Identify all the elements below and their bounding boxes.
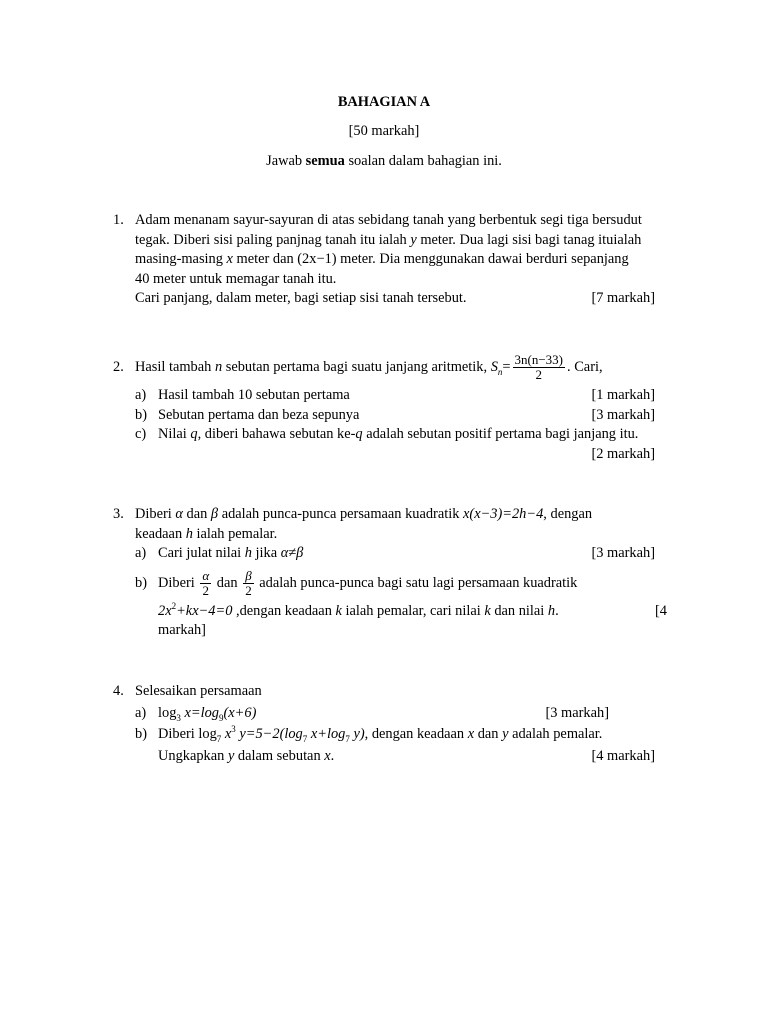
variable: q: [190, 426, 198, 443]
question-number: 1.: [113, 212, 124, 228]
formula-fraction: [513, 353, 566, 382]
marks: [2 markah]: [591, 445, 655, 462]
q2-part-c: [135, 425, 655, 445]
text: meter. Dua lagi sisi bagi tanag ituialah: [416, 231, 642, 248]
variable: y: [502, 726, 509, 743]
part-text: Hasil tambah 10 sebutan pertama: [158, 387, 350, 403]
q3-part-b-marks-line: [135, 621, 655, 641]
q2-intro: [135, 348, 655, 386]
fraction-denominator: 2: [202, 582, 210, 598]
marks: [3 markah]: [545, 704, 609, 721]
beta-symbol: β: [210, 506, 219, 522]
log-function: log: [198, 726, 217, 743]
variable: h: [244, 545, 252, 562]
text: Cari julat nilai: [158, 545, 245, 562]
question-body: [135, 211, 655, 309]
part-label: a): [135, 704, 147, 721]
question-4: [113, 682, 673, 766]
text: dalam sebutan: [234, 747, 325, 764]
section-title: BAHAGIAN A: [337, 94, 431, 110]
part-text: [158, 602, 655, 622]
text: Hasil tambah: [135, 359, 215, 375]
question-number: 2.: [113, 359, 124, 375]
equation: 2x: [158, 602, 172, 619]
q4-part-b: [135, 725, 655, 745]
text: adalah punca-punca bagi satu lagi persamaan kuadratik: [255, 574, 578, 591]
part-text: [158, 564, 655, 602]
part-text: [158, 747, 655, 767]
part-label: b): [135, 574, 147, 591]
log-function: log: [158, 704, 177, 721]
part-label: b): [135, 726, 147, 743]
log-base: 9: [218, 712, 224, 723]
text: .: [555, 602, 559, 619]
text: , diberi bahawa sebutan ke-: [197, 426, 356, 443]
question-body: [135, 682, 655, 766]
q2-part-c-marks-line: [135, 445, 655, 464]
marks: [7 markah]: [591, 290, 655, 307]
text: dan: [182, 506, 211, 522]
question-3: [113, 505, 673, 641]
q1-line-1: Adam menanam sayur-sayuran di atas sebidang tanah yang berbentuk segi tiga bersudut: [135, 212, 642, 228]
part-text: Sebutan pertama dan beza sepunya: [158, 406, 360, 423]
fraction-numerator: α: [202, 567, 210, 583]
variable: h: [185, 525, 193, 542]
equation: x: [221, 726, 232, 743]
exponent: 2: [171, 600, 177, 611]
equation: +kx−4=0: [176, 602, 233, 619]
expression: (2x−1): [297, 251, 337, 268]
variable: k: [335, 602, 342, 619]
q1-line-5: [135, 289, 655, 309]
text: , dengan: [543, 506, 593, 522]
text: sebutan pertama bagi suatu janjang aritmetik,: [222, 359, 491, 375]
total-marks: [50 markah]: [348, 123, 420, 139]
text: dan nilai: [490, 602, 548, 619]
q3-part-a: [135, 544, 655, 564]
marks: [3 markah]: [591, 406, 655, 423]
question-1: [113, 211, 673, 309]
text: keadaan: [135, 525, 186, 542]
part-text: [158, 544, 655, 564]
variable: h: [547, 602, 556, 619]
marks: [1 markah]: [591, 387, 655, 403]
text: Diberi: [158, 726, 199, 743]
marks: [4 markah]: [591, 747, 655, 764]
question-body: [135, 505, 667, 641]
q2-part-a: [135, 386, 655, 406]
log-base: 7: [302, 734, 308, 745]
part-label: c): [135, 426, 147, 443]
variable: y: [410, 231, 417, 248]
part-label: b): [135, 406, 147, 423]
instruction-bold: semua: [305, 153, 345, 169]
q3-part-b: [135, 564, 655, 602]
fraction-beta-half: [243, 569, 254, 598]
text: .: [330, 747, 335, 764]
text: Diberi: [158, 574, 199, 591]
text: ,dengan keadaan: [232, 602, 336, 619]
q3-line-2: [135, 525, 655, 545]
exponent: 3: [231, 724, 236, 735]
text: . Cari,: [567, 359, 603, 375]
variable: x: [226, 251, 233, 268]
equation: y=5−2(log: [235, 726, 303, 743]
variable: y: [227, 747, 235, 764]
log-base: 7: [216, 734, 222, 745]
fraction-denominator: 2: [245, 582, 252, 598]
question-body: [135, 348, 655, 464]
text: meter dan: [232, 251, 298, 268]
variable: k: [484, 602, 491, 619]
part-text: [158, 725, 655, 745]
q4-part-b-line-2: [135, 747, 655, 767]
equation: x=log: [180, 704, 219, 721]
question-2: [113, 348, 673, 464]
text: Nilai: [158, 426, 191, 443]
instruction-text-end: soalan dalam bahagian ini.: [344, 153, 502, 169]
fraction-alpha-half: [200, 569, 211, 598]
equation: y): [349, 726, 365, 743]
text: Cari panjang, dalam meter, bagi setiap sisi tanah tersebut.: [135, 290, 467, 307]
q3-part-b-line-2: [135, 600, 667, 622]
text: Diberi: [135, 506, 176, 522]
q1-line-4: 40 meter untuk memagar tanah itu.: [135, 270, 337, 287]
alpha-symbol: α: [175, 506, 183, 522]
marks: markah]: [158, 622, 206, 639]
equals-sign: =: [502, 359, 511, 375]
marks: [4: [655, 602, 667, 619]
equation: x+log: [307, 726, 346, 743]
text: jika: [251, 545, 281, 562]
question-number: 3.: [113, 506, 124, 522]
instruction-text: Jawab: [266, 153, 306, 169]
fraction-numerator: β: [243, 569, 254, 584]
text: meter. Dia menggunakan dawai berduri sepanjang: [336, 251, 629, 268]
log-base: 3: [176, 712, 181, 723]
q2-part-b: [135, 406, 655, 426]
text: masing-masing: [135, 251, 227, 268]
log-base: 7: [345, 734, 350, 745]
part-label: a): [135, 387, 147, 403]
marks: [3 markah]: [591, 545, 655, 562]
q4-part-a: [135, 704, 655, 724]
text: tegak. Diberi sisi paling panjnag tanah itu ialah: [135, 231, 411, 248]
formula-subscript: n: [497, 366, 503, 377]
condition: α≠β: [280, 545, 304, 562]
instruction: [0, 152, 768, 172]
equation: (x+6): [223, 704, 257, 721]
q3-line-1: [135, 505, 655, 525]
variable: q: [355, 426, 363, 443]
text: adalah sebutan positif pertama bagi janjang itu.: [362, 426, 639, 443]
q1-line-2: [135, 231, 655, 251]
text: ialah pemalar.: [192, 525, 278, 542]
text: Ungkapkan: [158, 747, 228, 764]
text: dan: [474, 726, 503, 743]
text: ialah pemalar, cari nilai: [341, 602, 485, 619]
text: dan: [213, 574, 242, 591]
variable: x: [467, 726, 475, 743]
q1-line-3: [135, 250, 655, 270]
fraction-numerator: 3n(n−33): [514, 352, 564, 368]
variable: x: [324, 747, 331, 764]
question-number: 4.: [113, 683, 124, 699]
formula-lhs: S: [490, 359, 498, 375]
part-label: a): [135, 545, 147, 562]
variable: n: [214, 359, 223, 375]
text: , dengan keadaan: [364, 726, 468, 743]
text: adalah pemalar.: [508, 726, 603, 743]
equation: x(x−3)=2h−4: [463, 506, 544, 522]
part-text: [158, 425, 655, 445]
q4-intro: Selesaikan persamaan: [135, 683, 262, 699]
fraction-denominator: 2: [535, 367, 543, 383]
text: adalah punca-punca persamaan kuadratik: [218, 506, 464, 522]
